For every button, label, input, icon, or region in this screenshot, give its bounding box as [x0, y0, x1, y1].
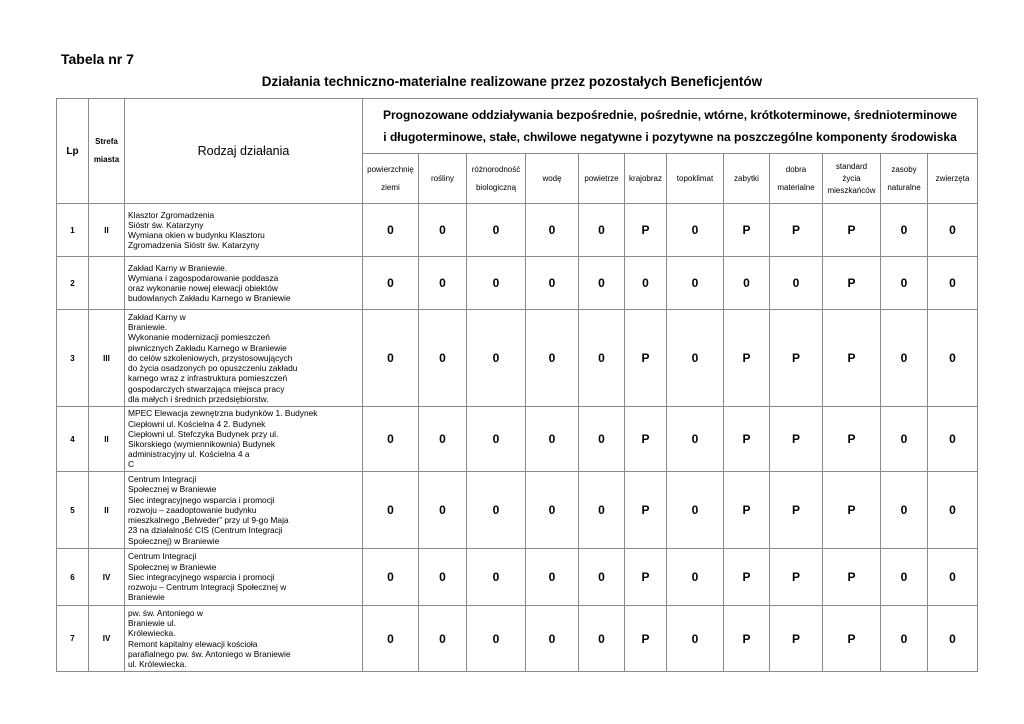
strefa-header-line2: miasta	[93, 155, 120, 164]
impact-value: 0	[881, 606, 928, 672]
component-header	[467, 154, 526, 204]
table-row	[57, 549, 978, 606]
component-header-line: mieszkańców	[827, 185, 876, 195]
component-header-line: topoklimat	[676, 173, 714, 183]
component-header	[419, 154, 467, 204]
row-description: MPEC Elewacja zewnętrzna budynków 1. Budynek Ciepłowni ul. Kościelna 4 2. Budynek Ciepłowni ul. Stefczyka Budynek przy ul. Sikorskiego (wymiennikownia) Budynek administracyjny ul. Kościelna 4 a C	[125, 407, 363, 472]
impact-value: 0	[419, 549, 467, 606]
impact-value: 0	[667, 310, 724, 407]
impact-value: P	[770, 606, 823, 672]
impact-value: P	[724, 310, 770, 407]
component-header-line: dobra	[785, 164, 807, 174]
impact-value: 0	[526, 204, 579, 257]
impact-value: 0	[928, 606, 978, 672]
row-lp: 3	[57, 310, 89, 407]
impact-value: 0	[579, 472, 625, 549]
table-title: Działania techniczno-materialne realizowane przez pozostałych Beneficjentów	[261, 74, 763, 89]
component-header	[667, 154, 724, 204]
impact-value: P	[724, 472, 770, 549]
impact-value: P	[823, 257, 881, 310]
impact-value: P	[625, 407, 667, 472]
row-description: Zakład Karny w Braniewie. Wykonanie modernizacji pomieszczeń piwnicznych Zakładu Karnego w Braniewie do celów szkoleniowych, przystosowujących do życia osadzonych po opuszczeniu zakładu karnego wraz z infrastruktura pomieszczeń gospodarczych stwarzająca miejsca pracy dla małych i średnich przedsiębiorstw.	[125, 310, 363, 407]
impact-value: 0	[419, 407, 467, 472]
row-lp: 4	[57, 407, 89, 472]
impact-value: 0	[881, 310, 928, 407]
component-header-line: rośliny	[430, 173, 455, 183]
impact-value: P	[770, 472, 823, 549]
impact-value: 0	[667, 472, 724, 549]
impact-value: 0	[419, 310, 467, 407]
strefa-header	[89, 99, 125, 204]
rodzaj-header: Rodzaj działania	[125, 99, 363, 204]
impact-value: 0	[928, 310, 978, 407]
impact-value: 0	[467, 407, 526, 472]
component-header	[625, 154, 667, 204]
impact-value: 0	[363, 310, 419, 407]
impact-value: 0	[928, 472, 978, 549]
impact-value: 0	[419, 257, 467, 310]
row-strefa: II	[89, 472, 125, 549]
component-header-line: wodę	[542, 173, 562, 183]
impact-value: P	[770, 549, 823, 606]
impact-value: P	[823, 310, 881, 407]
impact-value: 0	[363, 204, 419, 257]
component-header-line: różnorodność	[471, 164, 521, 174]
impact-value: 0	[363, 606, 419, 672]
row-lp: 6	[57, 549, 89, 606]
component-header-line: życia	[842, 173, 861, 183]
row-lp: 5	[57, 472, 89, 549]
impact-value: 0	[667, 407, 724, 472]
component-header-line: zasoby	[891, 164, 917, 174]
impact-value: 0	[667, 549, 724, 606]
impact-header	[363, 99, 978, 154]
impact-header-line1: Prognozowane oddziaływania bezpośrednie, pośrednie, wtórne, krótkoterminowe, średnioterminowe	[382, 108, 958, 122]
impact-value: 0	[579, 257, 625, 310]
impact-value: P	[770, 407, 823, 472]
row-strefa: IV	[89, 606, 125, 672]
row-description: pw. św. Antoniego w Braniewie ul. Królewiecka. Remont kapitalny elewacji kościoła parafialnego pw. św. Antoniego w Braniewie ul. Królewiecka.	[125, 606, 363, 672]
impact-value: 0	[881, 204, 928, 257]
impact-table	[56, 98, 978, 672]
component-header-line: krajobraz	[629, 173, 662, 183]
table-number-label: Tabela nr 7	[61, 51, 134, 67]
impact-value: 0	[363, 472, 419, 549]
row-description: Centrum Integracji Społecznej w Braniewie Siec integracyjnego wsparcia i promocji rozwoju – zaadoptowanie budynku mieszkalnego „Belweder” przy ul 9-go Maja 23 na działalność CIS (Centrum Integracji Społecznej) w Braniewie	[125, 472, 363, 549]
impact-value: P	[724, 549, 770, 606]
impact-value: P	[823, 472, 881, 549]
impact-value: 0	[363, 407, 419, 472]
impact-value: 0	[579, 310, 625, 407]
row-lp: 2	[57, 257, 89, 310]
impact-value: 0	[526, 606, 579, 672]
impact-value: 0	[928, 549, 978, 606]
component-header-line: powietrze	[584, 173, 619, 183]
table-row	[57, 407, 978, 472]
impact-value: P	[823, 606, 881, 672]
impact-value: P	[823, 204, 881, 257]
impact-value: 0	[724, 257, 770, 310]
impact-value: 0	[467, 257, 526, 310]
impact-value: 0	[928, 407, 978, 472]
impact-value: 0	[928, 204, 978, 257]
row-strefa: II	[89, 407, 125, 472]
impact-value: 0	[467, 310, 526, 407]
impact-value: 0	[467, 472, 526, 549]
component-header-line: zabytki	[734, 173, 759, 183]
impact-value: 0	[467, 549, 526, 606]
table-row	[57, 204, 978, 257]
impact-value: P	[625, 549, 667, 606]
impact-value: P	[625, 310, 667, 407]
impact-value: 0	[526, 549, 579, 606]
lp-header: Lp	[57, 99, 89, 204]
impact-value: 0	[881, 549, 928, 606]
impact-value: 0	[928, 257, 978, 310]
component-header-line: standard	[835, 161, 868, 171]
table-body	[57, 204, 978, 672]
row-description: Centrum Integracji Społecznej w Braniewie Siec integracyjnego wsparcia i promocji rozwoju – Centrum Integracji Społecznej w Braniewie	[125, 549, 363, 606]
component-header	[579, 154, 625, 204]
component-header-line: biologiczną	[475, 182, 517, 192]
impact-value: 0	[625, 257, 667, 310]
impact-value: 0	[419, 606, 467, 672]
component-header	[928, 154, 978, 204]
component-header-line: zwierzęta	[935, 173, 970, 183]
component-header	[823, 154, 881, 204]
row-strefa: III	[89, 310, 125, 407]
impact-value: 0	[579, 407, 625, 472]
component-header-line: ziemi	[381, 182, 400, 192]
row-lp: 7	[57, 606, 89, 672]
impact-value: 0	[667, 257, 724, 310]
impact-value: P	[823, 407, 881, 472]
impact-value: 0	[667, 606, 724, 672]
impact-value: P	[724, 606, 770, 672]
impact-value: 0	[526, 472, 579, 549]
component-header	[526, 154, 579, 204]
component-header-line: naturalne	[887, 182, 921, 192]
impact-value: 0	[667, 204, 724, 257]
impact-value: P	[625, 606, 667, 672]
impact-value: 0	[579, 549, 625, 606]
impact-value: 0	[526, 407, 579, 472]
impact-value: 0	[770, 257, 823, 310]
impact-value: 0	[467, 204, 526, 257]
impact-value: 0	[419, 204, 467, 257]
row-description: Klasztor Zgromadzenia Sióstr św. Katarzyny Wymiana okien w budynku Klasztoru Zgromadzenia Sióstr św. Katarzyny	[125, 204, 363, 257]
table-row	[57, 257, 978, 310]
impact-value: 0	[467, 606, 526, 672]
impact-value: 0	[363, 549, 419, 606]
component-header-line: powierzchnię	[367, 164, 414, 174]
impact-value: P	[770, 310, 823, 407]
impact-value: 0	[526, 257, 579, 310]
impact-value: P	[770, 204, 823, 257]
impact-value: P	[823, 549, 881, 606]
impact-value: 0	[881, 257, 928, 310]
impact-value: P	[724, 407, 770, 472]
impact-value: 0	[526, 310, 579, 407]
impact-value: 0	[579, 606, 625, 672]
component-header-line: materialne	[777, 182, 815, 192]
row-strefa	[89, 257, 125, 310]
row-strefa: II	[89, 204, 125, 257]
table-row	[57, 606, 978, 672]
component-header	[724, 154, 770, 204]
impact-value: P	[625, 204, 667, 257]
impact-value: 0	[363, 257, 419, 310]
row-description: Zakład Karny w Braniewie. Wymiana i zagospodarowanie poddasza oraz wykonanie nowej elewacji obiektów budowlanych Zakładu Karnego w Braniewie	[125, 257, 363, 310]
row-strefa: IV	[89, 549, 125, 606]
row-lp: 1	[57, 204, 89, 257]
impact-value: 0	[881, 472, 928, 549]
component-header	[363, 154, 419, 204]
impact-value: P	[625, 472, 667, 549]
impact-value: 0	[579, 204, 625, 257]
impact-value: 0	[419, 472, 467, 549]
impact-header-line2: i długoterminowe, stałe, chwilowe negatywne i pozytywne na poszczególne komponenty środowiska	[383, 130, 957, 144]
impact-value: P	[724, 204, 770, 257]
component-header	[881, 154, 928, 204]
table-row	[57, 472, 978, 549]
strefa-header-line1: Strefa	[95, 137, 118, 146]
component-header	[770, 154, 823, 204]
table-row	[57, 310, 978, 407]
impact-value: 0	[881, 407, 928, 472]
